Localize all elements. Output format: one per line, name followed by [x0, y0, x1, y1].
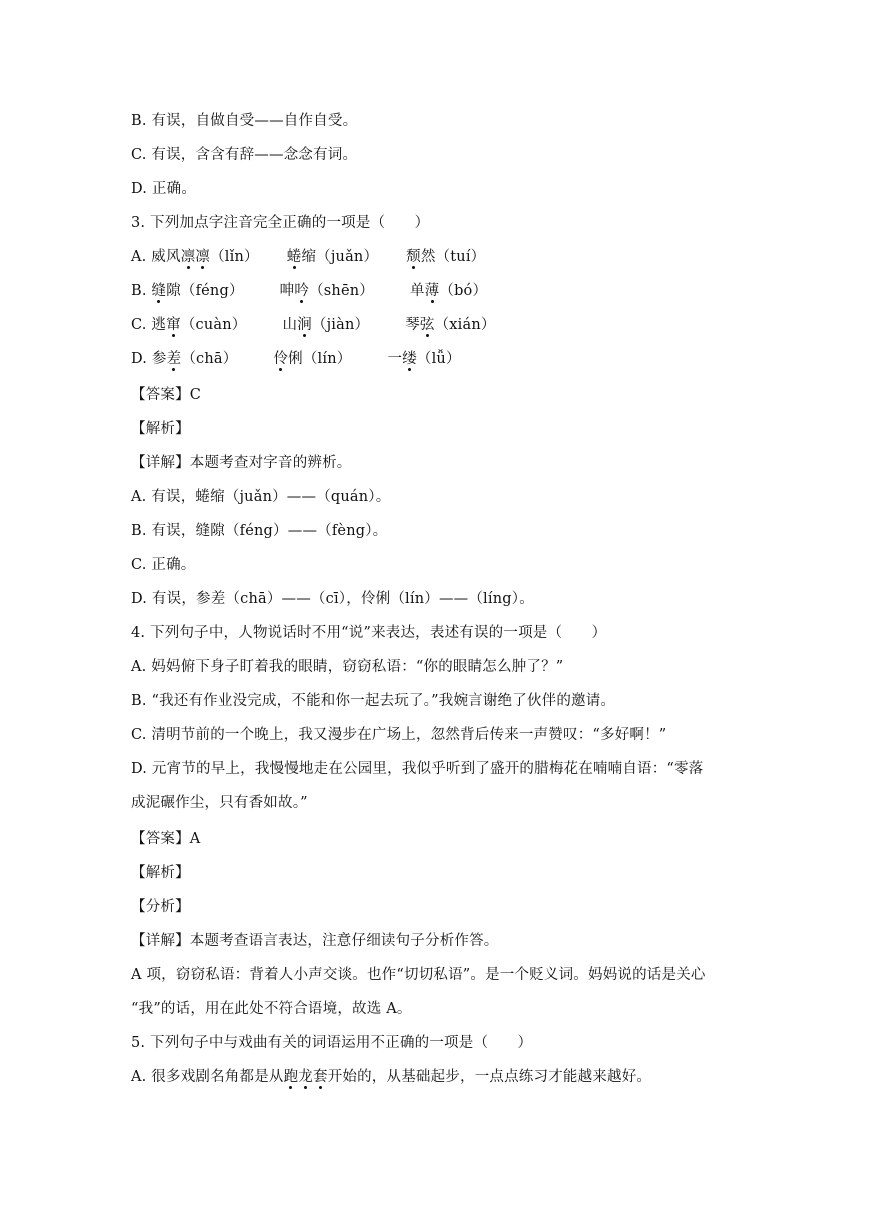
text-line: D. 有误，参差（chā）——（cī），伶俐（lín）——（líng）。	[131, 591, 534, 607]
word-text: 呻	[279, 283, 295, 299]
text-line: B. 有误，自做自受——自作自受。	[131, 113, 358, 129]
question-3-option-c	[131, 315, 496, 335]
text-line: D. 正确。	[131, 181, 197, 197]
analysis-heading: 【解析】	[131, 421, 190, 437]
pinyin-text: （chā）	[181, 351, 238, 367]
option-label: A. 威风	[131, 249, 181, 265]
dotted-char: 涧	[297, 317, 312, 333]
dotted-char: 缕	[402, 351, 417, 367]
text-line: A. 有误，蜷缩（juǎn）——（quán）。	[131, 489, 391, 505]
dotted-char: 缝	[151, 283, 167, 299]
pinyin-text: （bó）	[439, 283, 488, 299]
word-text: 俐（lín）	[288, 351, 352, 367]
pinyin-text: （xián）	[434, 317, 496, 333]
pinyin-text: （shēn）	[309, 283, 374, 299]
dotted-char: 差	[166, 351, 182, 367]
text-line: C. 有误，含含有辞——念念有词。	[131, 147, 358, 163]
dotted-char: 龙	[298, 1069, 313, 1085]
question-4-option-c: C. 清明节前的一个晚上，我又漫步在广场上，忽然背后传来一声赞叹：“多好啊！”	[131, 727, 667, 743]
word-text: 一	[387, 351, 403, 367]
dotted-char: 套	[313, 1069, 328, 1085]
question-4-option-d-cont: 成泥碾作尘，只有香如故。”	[131, 795, 308, 811]
text-line: B. 有误，缝隙（féng）——（fèng）。	[131, 523, 388, 539]
pinyin-text: （lǚ）	[416, 351, 461, 367]
word-text: 山	[282, 317, 298, 333]
question-3-option-b	[131, 281, 487, 301]
dotted-char: 蜷	[286, 249, 302, 265]
dotted-char: 吟	[294, 283, 310, 299]
word-text: 然（tuí）	[420, 249, 486, 265]
option-label: D. 参	[131, 351, 167, 367]
analysis-subheading: 【分析】	[131, 899, 190, 915]
dotted-char: 窜	[166, 317, 181, 333]
sentence-text: 开始的，从基础起步，一点点练习才能越来越好。	[327, 1069, 652, 1085]
detail-line: 【详解】本题考查对字音的辨析。	[131, 455, 352, 471]
question-3-option-d	[131, 349, 461, 369]
text-line: “我”的话，用在此处不符合语境，故选 A。	[131, 1001, 412, 1017]
analysis-heading: 【解析】	[131, 865, 190, 881]
dotted-char: 凛	[195, 249, 211, 265]
detail-line: 【详解】本题考查语言表达，注意仔细读句子分析作答。	[131, 933, 499, 949]
option-label: C. 逃	[131, 317, 167, 333]
text-line: A 项，窃窃私语：背着人小声交谈。也作“切切私语”。是一个贬义词。妈妈说的话是关心	[131, 967, 706, 983]
dotted-char: 跑	[283, 1069, 299, 1085]
answer-line: 【答案】C	[131, 387, 202, 403]
dotted-char: 颓	[406, 249, 421, 265]
word-text: 隙（féng）	[166, 283, 244, 299]
question-3-stem: 3. 下列加点字注音完全正确的一项是（ ）	[131, 215, 430, 231]
dotted-char	[181, 249, 210, 265]
pinyin-text: （cuàn）	[180, 317, 247, 333]
question-4-stem: 4. 下列句子中，人物说话时不用“说”来表达，表述有误的一项是（ ）	[131, 625, 607, 641]
question-5-option-a	[131, 1067, 651, 1087]
dotted-char: 薄	[424, 283, 440, 299]
option-label: B.	[131, 283, 152, 299]
dotted-char: 伶	[273, 351, 289, 367]
pinyin-text: （jiàn）	[311, 317, 370, 333]
question-4-option-d: D. 元宵节的早上，我慢慢地走在公园里，我似乎听到了盛开的腊梅花在喃喃自语：“零落	[131, 761, 704, 777]
question-3-option-a	[131, 247, 485, 267]
answer-line: 【答案】A	[131, 831, 201, 847]
sentence-text: A. 很多戏剧名角都是从	[131, 1069, 284, 1085]
text-line: C. 正确。	[131, 557, 196, 573]
question-4-option-a: A. 妈妈俯下身子盯着我的眼睛，窃窃私语：“你的眼睛怎么肿了？”	[131, 659, 564, 675]
word-text: 缩（juǎn）	[301, 249, 379, 265]
dotted-word	[284, 1069, 328, 1085]
question-5-stem: 5. 下列句子中与戏曲有关的词语运用不正确的一项是（ ）	[131, 1035, 533, 1051]
word-text: 单	[409, 283, 425, 299]
pinyin-text: （lǐn）	[210, 249, 259, 265]
dotted-char: 凛	[180, 249, 196, 265]
question-4-option-b: B. “我还有作业没完成，不能和你一起去玩了。”我婉言谢绝了伙伴的邀请。	[131, 693, 616, 709]
word-text: 琴	[405, 317, 420, 333]
dotted-char: 弦	[419, 317, 435, 333]
